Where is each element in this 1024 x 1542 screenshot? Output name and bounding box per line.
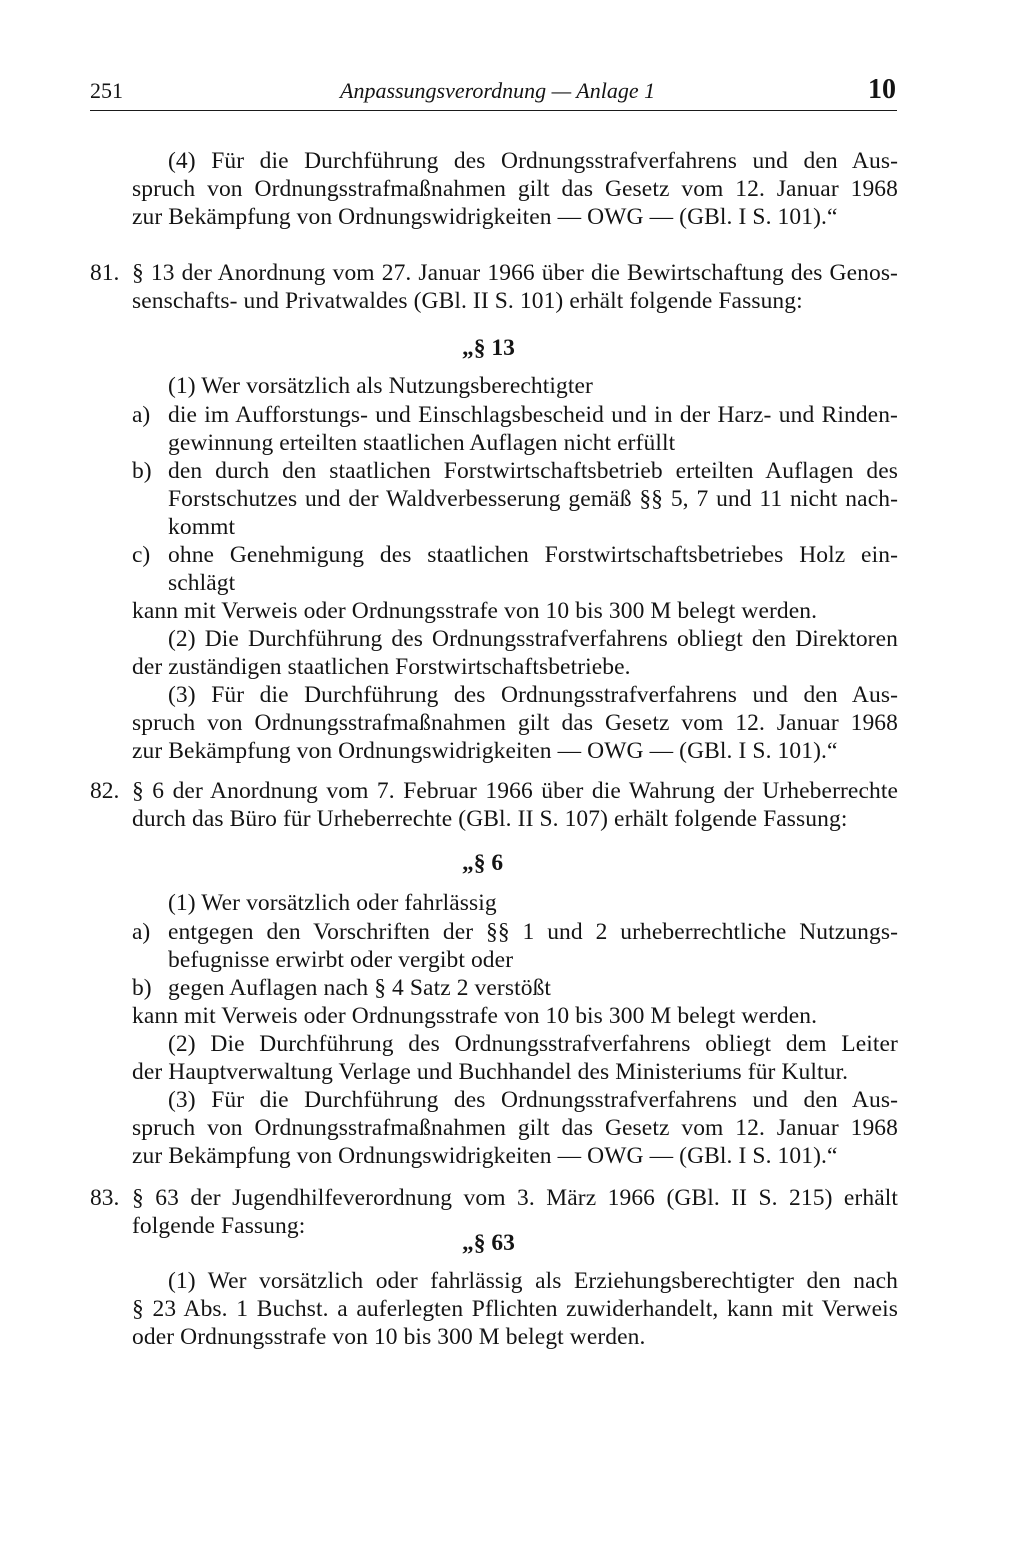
item-number: 83. <box>90 1185 120 1211</box>
text-line: befugnisse erwirbt oder vergibt oder <box>168 947 514 973</box>
text-line: kann mit Verweis oder Ordnungsstrafe von 10 bis 300 M belegt werden. <box>132 598 818 624</box>
text-line: schlägt <box>168 570 236 596</box>
text-line: (2) Die Durchführung des Ordnungsstrafverfahrens obliegt den Direktoren <box>168 626 898 652</box>
text-line: der zuständigen staatlichen Forstwirtschaftsbetriebe. <box>132 654 631 680</box>
text-line: (3) Für die Durchführung des Ordnungsstrafverfahrens und den Aus- <box>168 1087 898 1113</box>
text-line: § 13 der Anordnung vom 27. Januar 1966 über die Bewirtschaftung des Genos- <box>132 260 898 286</box>
text-line: durch das Büro für Urheberrechte (GBl. II S. 107) erhält folgende Fassung: <box>132 806 848 832</box>
text-line: (4) Für die Durchführung des Ordnungsstrafverfahrens und den Aus- <box>168 148 898 174</box>
header-rule <box>90 110 897 111</box>
list-label: a) <box>132 402 151 428</box>
text-line: entgegen den Vorschriften der §§ 1 und 2 urheberrechtliche Nutzungs- <box>168 919 898 945</box>
text-line: spruch von Ordnungsstrafmaßnahmen gilt das Gesetz vom 12. Januar 1968 <box>132 1115 898 1141</box>
item-number: 82. <box>90 778 120 804</box>
text-line: § 63 der Jugendhilfeverordnung vom 3. März 1966 (GBl. II S. 215) erhält <box>132 1185 898 1211</box>
list-label: b) <box>132 975 152 1001</box>
list-label: a) <box>132 919 151 945</box>
text-line: zur Bekämpfung von Ordnungswidrigkeiten — OWG — (GBl. I S. 101).“ <box>132 1143 838 1169</box>
text-line: den durch den staatlichen Forstwirtschaftsbetrieb erteilten Auflagen des <box>168 458 898 484</box>
text-line: spruch von Ordnungsstrafmaßnahmen gilt das Gesetz vom 12. Januar 1968 <box>132 710 898 736</box>
text-line: gewinnung erteilten staatlichen Auflagen nicht erfüllt <box>168 430 676 456</box>
text-line: Forstschutzes und der Waldverbesserung gemäß §§ 5, 7 und 11 nicht nach- <box>168 486 898 512</box>
text-line: (3) Für die Durchführung des Ordnungsstrafverfahrens und den Aus- <box>168 682 898 708</box>
text-line: senschafts- und Privatwaldes (GBl. II S. 101) erhält folgende Fassung: <box>132 288 803 314</box>
item-number: 81. <box>90 260 120 286</box>
paragraph-heading: „§ 6 <box>462 850 504 876</box>
text-line: spruch von Ordnungsstrafmaßnahmen gilt das Gesetz vom 12. Januar 1968 <box>132 176 898 202</box>
text-line: oder Ordnungsstrafe von 10 bis 300 M belegt werden. <box>132 1324 646 1350</box>
text-line: kann mit Verweis oder Ordnungsstrafe von 10 bis 300 M belegt werden. <box>132 1003 818 1029</box>
running-title: Anpassungsverordnung — Anlage 1 <box>340 78 656 103</box>
text-line: (1) Wer vorsätzlich oder fahrlässig als Erziehungsberechtigter den nach <box>168 1268 898 1294</box>
text-line: (1) Wer vorsätzlich oder fahrlässig <box>168 890 497 916</box>
text-line: § 23 Abs. 1 Buchst. a auferlegten Pflichten zuwiderhandelt, kann mit Verweis <box>132 1296 898 1322</box>
text-line: zur Bekämpfung von Ordnungswidrigkeiten — OWG — (GBl. I S. 101).“ <box>132 204 838 230</box>
text-line: zur Bekämpfung von Ordnungswidrigkeiten — OWG — (GBl. I S. 101).“ <box>132 738 838 764</box>
text-line: (2) Die Durchführung des Ordnungsstrafverfahrens obliegt dem Leiter <box>168 1031 898 1057</box>
paragraph-heading: „§ 63 <box>462 1230 515 1256</box>
text-line: folgende Fassung: <box>132 1213 306 1239</box>
list-label: b) <box>132 458 152 484</box>
text-line: der Hauptverwaltung Verlage und Buchhandel des Ministeriums für Kultur. <box>132 1059 849 1085</box>
text-line: gegen Auflagen nach § 4 Satz 2 verstößt <box>168 975 552 1001</box>
text-line: (1) Wer vorsätzlich als Nutzungsberechtigter <box>168 373 593 399</box>
text-line: ohne Genehmigung des staatlichen Forstwirtschaftsbetriebes Holz ein- <box>168 542 898 568</box>
page-number: 251 <box>90 78 123 103</box>
list-label: c) <box>132 542 151 568</box>
text-line: die im Aufforstungs- und Einschlagsbescheid und in der Harz- und Rinden- <box>168 402 898 428</box>
text-line: kommt <box>168 514 236 540</box>
text-line: § 6 der Anordnung vom 7. Februar 1966 über die Wahrung der Urheberrechte <box>132 778 898 804</box>
section-number: 10 <box>868 74 896 105</box>
paragraph-heading: „§ 13 <box>462 335 515 361</box>
